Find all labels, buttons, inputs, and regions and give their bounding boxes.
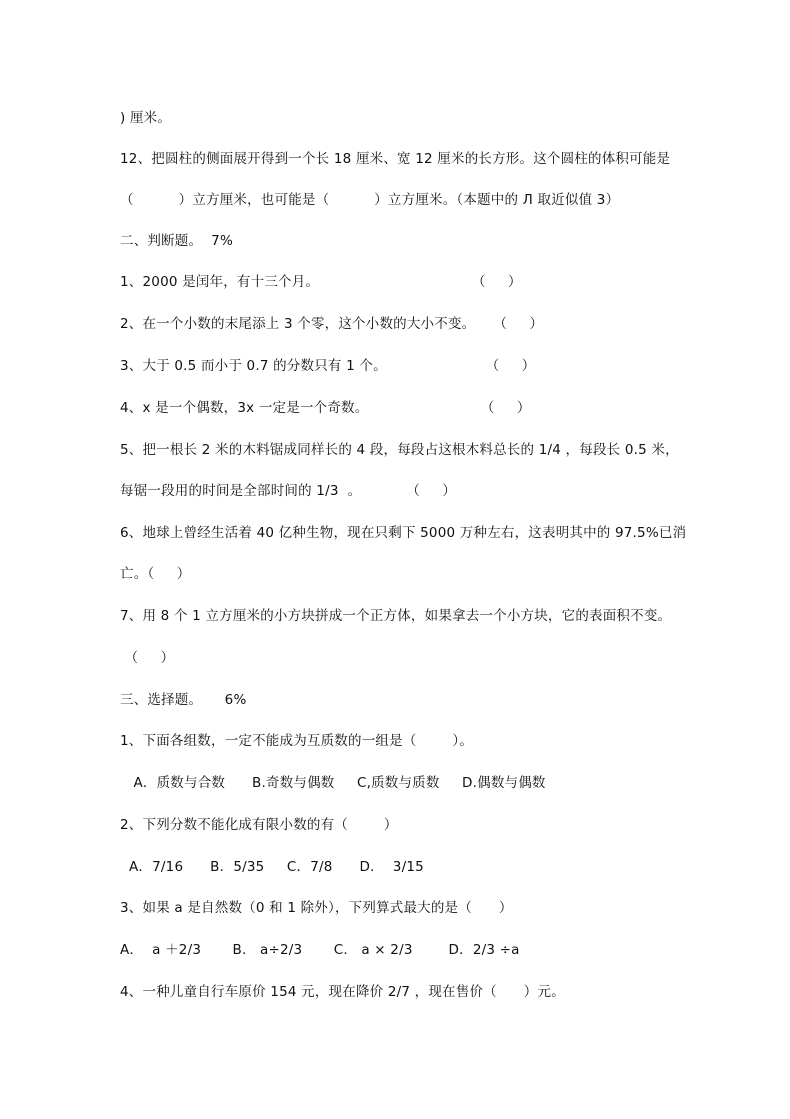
judgment-item-4: 4、x 是一个偶数，3x 一定是一个奇数。 （ ） xyxy=(120,400,531,416)
judgment-item-7-line-1: 7、用 8 个 1 立方厘米的小方块拼成一个正方体，如果拿去一个小方块，它的表面积不变。 xyxy=(120,608,672,624)
choice-item-1: 1、下面各组数，一定不能成为互质数的一组是（ ）。 xyxy=(120,733,474,749)
section-heading-choice: 三、选择题。 6% xyxy=(120,692,247,708)
judgment-item-6-line-1: 6、地球上曾经生活着 40 亿种生物，现在只剩下 5000 万种左右，这表明其中的 97.5%已消 xyxy=(120,525,687,541)
judgment-item-5-line-1: 5、把一根长 2 米的木料锯成同样长的 4 段，每段占这根木料总长的 1/4 ，每段长 0.5 米， xyxy=(120,442,679,458)
judgment-item-6-line-2: 亡。（ ） xyxy=(120,566,191,582)
choice-item-2: 2、下列分数不能化成有限小数的有（ ） xyxy=(120,817,398,833)
judgment-item-5-line-2: 每锯一段用的时间是全部时间的 1/3 。 （ ） xyxy=(120,483,457,499)
judgment-item-2: 2、在一个小数的末尾添上 3 个零，这个小数的大小不变。 （ ） xyxy=(120,316,544,332)
choice-item-3-options: A． a ＋2/3 B. a÷2/3 C. a × 2/3 D．2/3 ÷a xyxy=(120,942,520,958)
question-12-line-1: 12、把圆柱的侧面展开得到一个长 18 厘米、宽 12 厘米的长方形。这个圆柱的体积可能是 xyxy=(120,151,671,167)
judgment-item-1: 1、2000 是闰年，有十三个月。 （ ） xyxy=(120,274,522,290)
choice-item-3: 3、如果 a 是自然数（0 和 1 除外），下列算式最大的是（ ） xyxy=(120,900,513,916)
text-line: ) 厘米。 xyxy=(120,110,172,126)
choice-item-4: 4、一种儿童自行车原价 154 元，现在降价 2/7 ，现在售价（ ）元。 xyxy=(120,984,565,1000)
section-heading-judgment: 二、判断题。 7% xyxy=(120,233,233,249)
judgment-item-3: 3、大于 0.5 而小于 0.7 的分数只有 1 个。 （ ） xyxy=(120,358,536,374)
choice-item-1-options: A．质数与合数 B.奇数与偶数 C,质数与质数 D.偶数与偶数 xyxy=(120,775,546,791)
question-12-line-2: （ ）立方厘米，也可能是（ ）立方厘米。（本题中的 Л 取近似值 3） xyxy=(120,192,620,208)
choice-item-2-options: A．7/16 B．5/35 C．7/8 D． 3/15 xyxy=(120,859,424,875)
judgment-item-7-line-2: （ ） xyxy=(120,650,175,666)
